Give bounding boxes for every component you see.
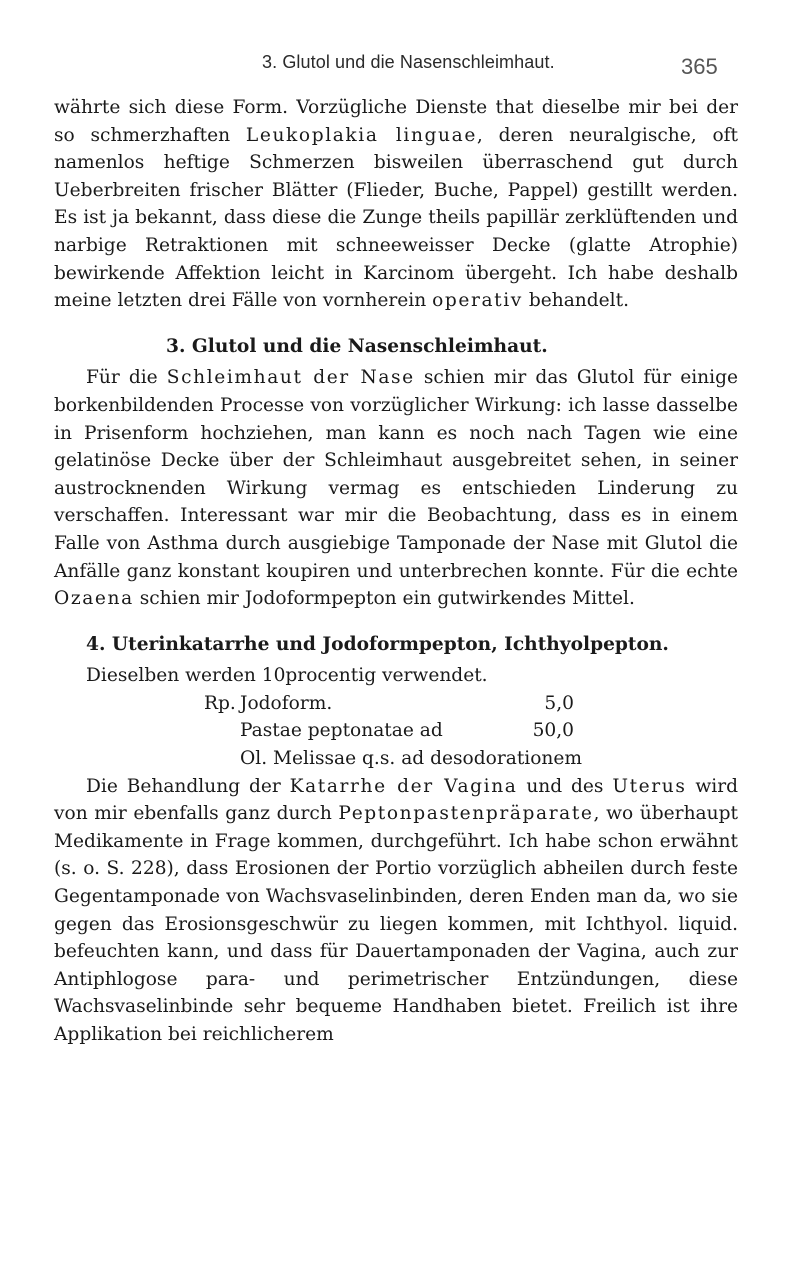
recipe-block [54, 690, 738, 773]
recipe-item: Ol. Melissae q.s. ad desodorationem [240, 748, 583, 770]
text-run: behandelt. [522, 290, 629, 312]
recipe-line [54, 717, 738, 745]
text-run: währte sich diese Form. Vorzügliche Dienste that dieselbe mir bei der so schmerzhaften [54, 97, 738, 146]
text-run: schien mir das Glutol für einige borkenbildenden Processe von vorzüglicher Wirkung: ich lasse dasselbe in Prisenform hochziehen, man kann es noch nach Tagen wie eine gelatinöse Decke über der Schleimhaut ausgebreitet sehen, in seiner austrocknenden Wirkung vermag es entschieden Linderung zu verschaffen. Interessant war mir die Beobachtung, dass es in einem Falle von Asthma durch ausgiebige Tamponade der Nase mit Glutol die Anfälle ganz konstant koupiren und unterbrechen konnte. Für die echte [54, 367, 738, 582]
recipe-quantity: 5,0 [544, 692, 574, 714]
running-header [0, 52, 800, 80]
page-number: 365 [681, 54, 718, 79]
paragraph-nasenschleimhaut [54, 364, 738, 612]
text-run: Für die [86, 367, 167, 389]
text-run: und des [517, 775, 613, 797]
spaced-term-peptonpasten: Peptonpastenpräparate [338, 803, 594, 825]
recipe-line [54, 690, 738, 718]
text-run: Die Behandlung der [86, 775, 290, 797]
spaced-term-uterus: Uterus [612, 775, 687, 797]
text-run: wird von mir ebenfalls ganz durch [54, 775, 738, 825]
text-run: , wo überhaupt Medikamente in Frage kommen, durchgeführt. Ich habe schon erwähnt (s. o. S. 228), dass Erosionen der Portio vorzüglich abheilen durch feste Gegentamponade von Wachsvaselinbinden, deren Enden man da, wo sie gegen das Erosionsgeschwür zu liegen kommen, mit Ichthyol. liquid. befeuchten kann, und dass für Dauertamponaden der Vagina, auch zur Antiphlogose para- und perimetrischer Entzündungen, diese Wachsvaselinbinde sehr bequeme Handhaben bietet. Freilich ist ihre Applikation bei reichlicherem [54, 803, 738, 1045]
paragraph-vagina-uterus [54, 773, 738, 1049]
recipe-item: Jodoform. [240, 692, 333, 714]
recipe-item: Pastae peptonatae ad [240, 720, 443, 742]
paragraph-dosage: Dieselben werden 10procentig verwendet. [86, 665, 488, 687]
text-run: schien mir Jodoformpepton ein gutwirkendes Mittel. [133, 588, 635, 610]
paragraph-continuation [54, 94, 738, 315]
recipe-quantity: 50,0 [532, 720, 574, 742]
section-heading-3: 3. Glutol und die Nasenschleimhaut. [166, 335, 548, 357]
spaced-term-katarrhe: Katarrhe der Vagina [289, 775, 518, 797]
spaced-term-schleimhaut-der-nase: Schleimhaut der Nase [166, 367, 415, 389]
spaced-term-ozaena: Ozaena [54, 588, 134, 610]
recipe-label: Rp. [204, 692, 236, 714]
recipe-line [54, 745, 738, 773]
spaced-term-leukoplakia: Leukoplakia linguae [245, 124, 477, 146]
text-run: , deren neuralgische, oft namenlos heftige Schmerzen bisweilen überraschend gut durch Ueberbreiten frischer Blätter (Flieder, Buche, Pappel) gestillt werden. Es ist ja bekannt, dass diese die Zunge theils papillär zerklüftenden und narbige Retraktionen mit schneeweisser Decke (glatte Atrophie) bewirkende Affektion leicht in Karcinom übergeht. Ich habe deshalb meine letzten drei Fälle von vornherein [54, 124, 738, 312]
section-heading-4: 4. Uterinkatarrhe und Jodoformpepton, Ichthyolpepton. [86, 633, 669, 655]
spaced-term-operativ: operativ [432, 290, 523, 312]
running-title: 3. Glutol und die Nasenschleimhaut. [262, 52, 555, 72]
body-text [54, 94, 738, 1049]
